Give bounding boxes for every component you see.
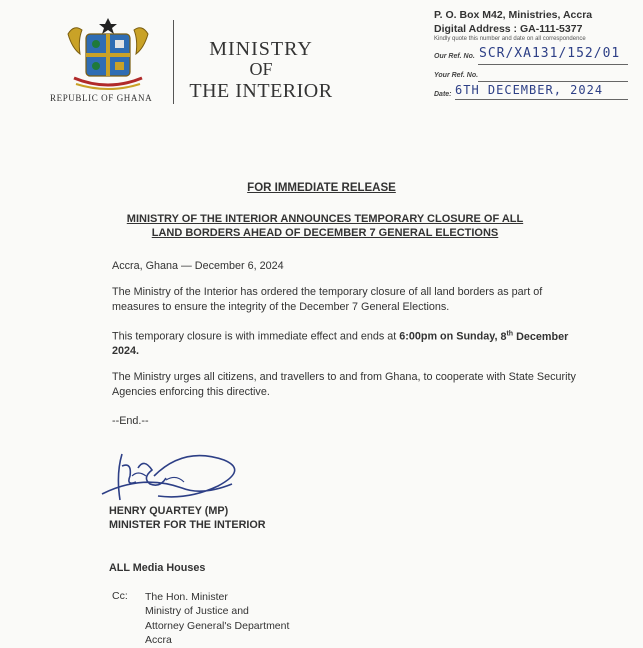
headline <box>90 212 560 240</box>
cc-label: Cc: <box>112 590 128 602</box>
republic-label: REPUBLIC OF GHANA <box>50 93 153 103</box>
cc-line: Attorney General's Department <box>145 619 290 632</box>
cc-line: Ministry of Justice and <box>145 605 249 618</box>
our-ref-label: Our Ref. No. <box>434 53 475 60</box>
end-mark: --End.-- <box>112 415 149 427</box>
paragraph-2 <box>112 327 582 359</box>
your-ref-label: Your Ref. No. <box>434 72 479 79</box>
release-label: FOR IMMEDIATE RELEASE <box>247 182 396 194</box>
letterhead-divider <box>173 20 174 104</box>
para2-rest: December 2024. <box>112 330 569 358</box>
ghana-coat-of-arms-icon <box>62 14 154 94</box>
date-line <box>455 99 628 100</box>
para2-prefix: This temporary closure is with immediate effect and ends at <box>112 330 400 343</box>
paragraph-1: The Ministry of the Interior has ordered the temporary closure of all land borders as part of measures to ensure the integrity of the December 7 General Elections. <box>112 286 543 313</box>
signatory-name: HENRY QUARTEY (MP) <box>109 505 229 517</box>
date-value: 6TH DECEMBER, 2024 <box>455 83 604 97</box>
headline-line2: LAND BORDERS AHEAD OF DECEMBER 7 GENERAL ELECTIONS <box>151 227 499 239</box>
ministry-title <box>186 38 336 102</box>
ministry-line3: THE INTERIOR <box>189 79 333 102</box>
headline-line1: MINISTRY OF THE INTERIOR ANNOUNCES TEMPORARY CLOSURE OF ALL <box>126 213 524 225</box>
para2-time: 6:00pm on Sunday, <box>399 330 498 343</box>
quote-instruction: Kindly quote this number and date on all correspondence <box>434 36 586 42</box>
your-ref-line <box>478 81 628 82</box>
ministry-line1: MINISTRY <box>209 38 313 60</box>
digital-address: Digital Address : GA-111-5377 <box>434 23 583 35</box>
cc-line: The Hon. Minister <box>145 591 228 603</box>
cc-list <box>145 590 289 647</box>
signatory-title: MINISTER FOR THE INTERIOR <box>109 519 266 531</box>
our-ref-line <box>478 64 628 65</box>
paragraph-3: The Ministry urges all citizens, and travellers to and from Ghana, to cooperate with State Security Agencies enforcing this directive. <box>112 371 576 398</box>
ministry-line2: OF <box>249 59 273 79</box>
para2-day: 8 <box>500 330 507 343</box>
dateline: Accra, Ghana — December 6, 2024 <box>112 260 284 272</box>
our-ref-value: SCR/XA131/152/01 <box>479 46 621 61</box>
date-label: Date: <box>434 91 452 98</box>
recipient: ALL Media Houses <box>109 562 206 574</box>
postal-address: P. O. Box M42, Ministries, Accra <box>434 9 593 21</box>
cc-line: Accra <box>145 633 172 646</box>
address-block <box>434 8 592 36</box>
para2-day-suffix: th <box>506 330 514 337</box>
